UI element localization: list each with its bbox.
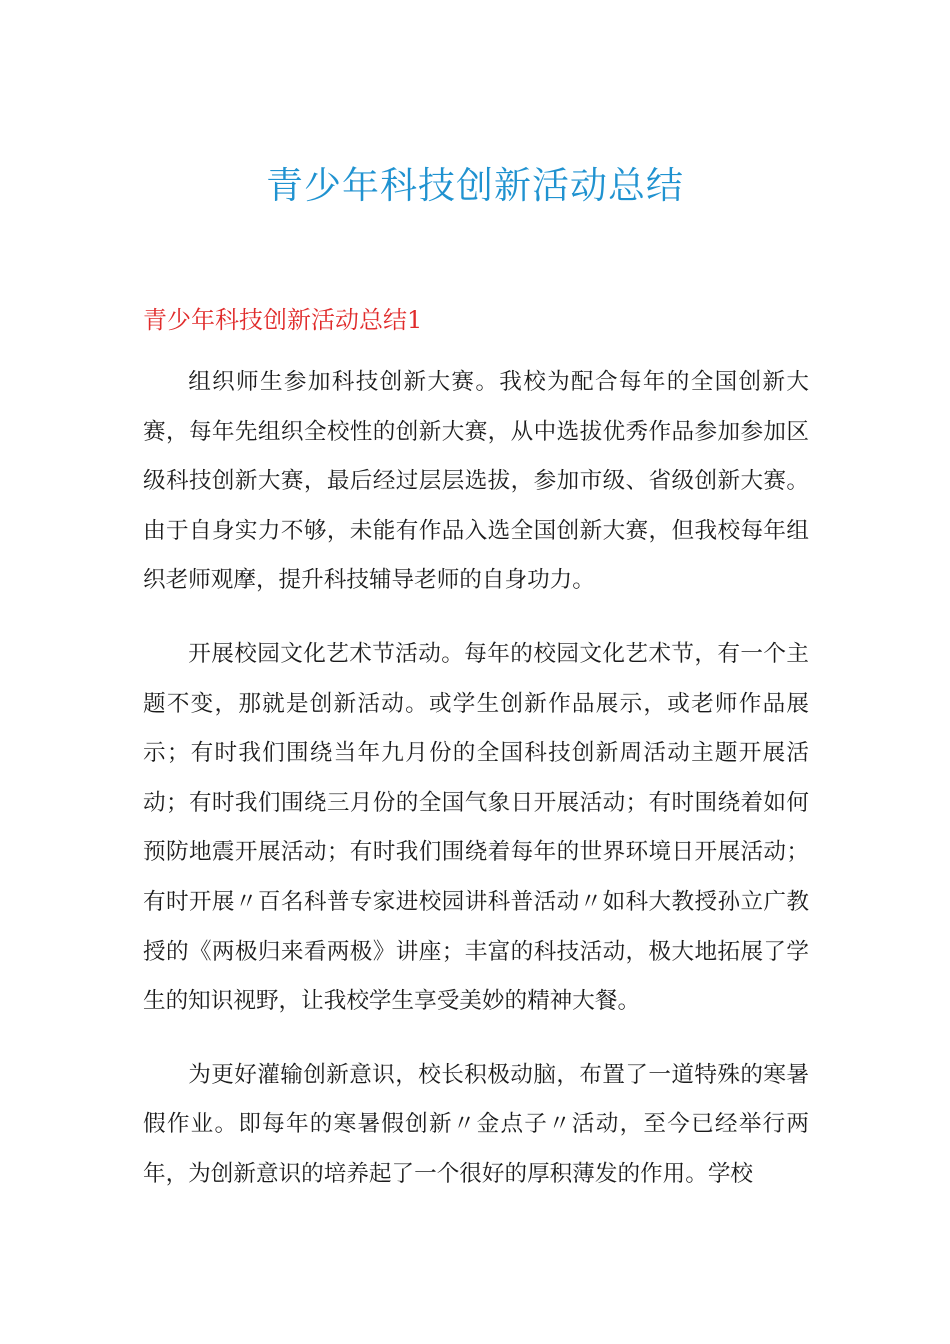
paragraph-3: 为更好灌输创新意识，校长积极动脑，布置了一道特殊的寒暑假作业。即每年的寒暑假创新〃金点子〃活动，至今已经举行两年，为创新意识的培养起了一个很好的厚积薄发的作用。学校 <box>143 1061 809 1187</box>
section-heading: 青少年科技创新活动总结1 <box>143 306 423 334</box>
document-body <box>143 358 809 1224</box>
paragraph-2: 开展校园文化艺术节活动。每年的校园文化艺术节，有一个主题不变，那就是创新活动。或学生创新作品展示，或老师作品展示；有时我们围绕当年九月份的全国科技创新周活动主题开展活动；有时我们围绕三月份的全国气象日开展活动；有时围绕着如何预防地震开展活动；有时我们围绕着每年的世界环境日开展活动；有时开展〃百名科普专家进校园讲科普活动〃如科大教授孙立广教授的《两极归来看两极》讲座；丰富的科技活动，极大地拓展了学生的知识视野，让我校学生享受美妙的精神大餐。 <box>143 640 809 1015</box>
document-title: 青少年科技创新活动总结 <box>266 164 684 207</box>
paragraph-1: 组织师生参加科技创新大赛。我校为配合每年的全国创新大赛，每年先组织全校性的创新大赛，从中选拔优秀作品参加参加区级科技创新大赛，最后经过层层选拔，参加市级、省级创新大赛。由于自身实力不够，未能有作品入选全国创新大赛，但我校每年组织老师观摩，提升科技辅导老师的自身功力。 <box>143 369 809 594</box>
